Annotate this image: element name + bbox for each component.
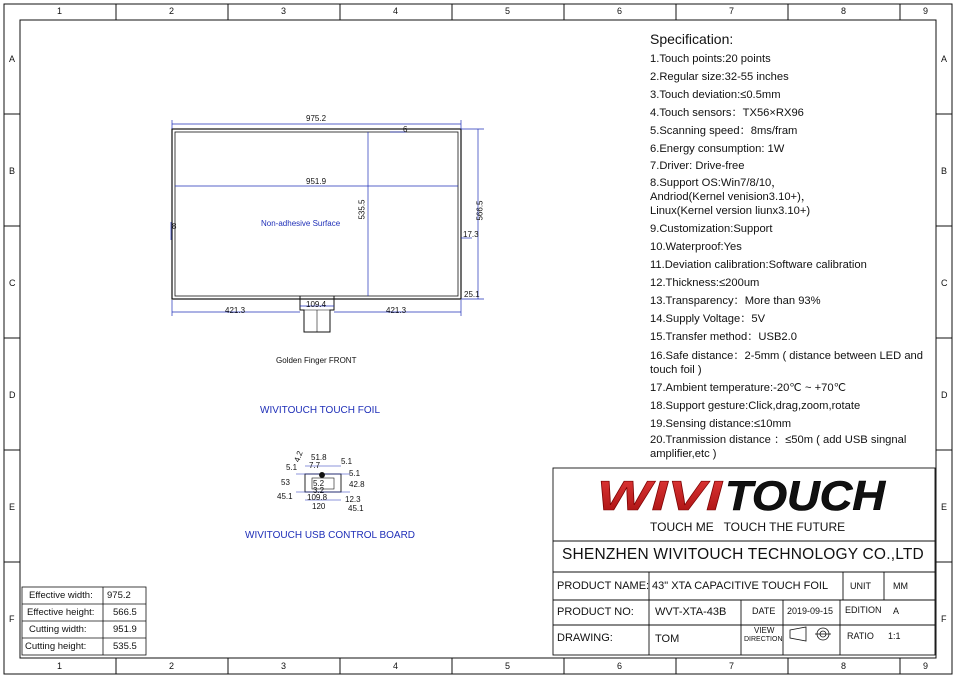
col-number-2-bottom: 2 <box>169 661 175 671</box>
col-number-7-bottom: 7 <box>729 661 735 671</box>
dim-bottom-offset: 25.1 <box>464 290 480 299</box>
col-number-8-bottom: 8 <box>841 661 847 671</box>
board-dim-5-1-a: 5.1 <box>286 463 298 472</box>
spec-title: Specification: <box>650 31 734 47</box>
row-letter-e-right: E <box>941 502 948 512</box>
spec-item: 3.Touch deviation:≤0.5mm <box>650 88 781 101</box>
dims-value-cutting-height: 535.5 <box>113 641 137 652</box>
col-number-2: 2 <box>169 6 175 16</box>
board-dim-51-8: 51.8 <box>311 453 327 462</box>
spec-item: 4.Touch sensors：TX56×RX96 <box>650 106 804 119</box>
spec-item: Andriod(Kernel venision3.10+)， <box>650 191 813 204</box>
spec-item: 17.Ambient temperature:-20℃ ~ +70℃ <box>650 381 847 394</box>
usb-board-title: WIVITOUCH USB CONTROL BOARD <box>245 530 416 541</box>
col-number-1-bottom: 1 <box>57 661 63 671</box>
board-dim-45-1-b: 45.1 <box>348 504 364 513</box>
view-label-1: VIEW <box>754 626 775 635</box>
spec-item: 10.Waterproof:Yes <box>650 241 742 254</box>
drawing-label: DRAWING: <box>557 632 613 644</box>
product-no-label: PRODUCT NO: <box>557 606 634 618</box>
company-name: SHENZHEN WIVITOUCH TECHNOLOGY CO.,LTD <box>562 546 924 563</box>
spec-item: 19.Sensing distance:≤10mm <box>650 417 792 430</box>
col-number-4: 4 <box>393 6 399 16</box>
col-number-6: 6 <box>617 6 623 16</box>
spec-item: 18.Support gesture:Click,drag,zoom,rotate <box>650 399 861 412</box>
row-letter-f-right: F <box>941 614 947 624</box>
spec-item: 13.Transparency：More than 93% <box>650 294 821 307</box>
spec-item: 2.Regular size:32-55 inches <box>650 70 789 83</box>
dim-inner-width: 951.9 <box>306 177 327 186</box>
spec-item: 11.Deviation calibration:Software calibration <box>650 259 867 272</box>
date-value: 2019-09-15 <box>787 606 834 616</box>
row-letter-b: B <box>9 166 16 176</box>
col-number-7: 7 <box>729 6 735 16</box>
product-name-label: PRODUCT NAME: <box>557 580 650 592</box>
dims-label-effective-height: Effective height: <box>27 607 95 618</box>
board-dim-7-7: 7.7 <box>309 461 321 470</box>
product-name-value: 43" XTA CAPACITIVE TOUCH FOIL <box>652 580 829 592</box>
svg-text:TOUCH: TOUCH <box>725 472 887 518</box>
spec-item: 12.Thickness:≤200um <box>650 277 760 290</box>
dim-inner-height: 535.5 <box>357 199 367 220</box>
dims-label-cutting-width: Cutting width: <box>29 624 87 635</box>
col-number-5-bottom: 5 <box>505 661 511 671</box>
row-letter-a: A <box>9 54 16 64</box>
row-letter-d-right: D <box>941 390 948 400</box>
row-letter-e: E <box>9 502 16 512</box>
col-number-4-bottom: 4 <box>393 661 399 671</box>
dims-value-effective-height: 566.5 <box>113 607 137 618</box>
dim-left-mark: 8 <box>172 222 177 231</box>
board-dim-45-1-a: 45.1 <box>277 492 293 501</box>
col-number-6-bottom: 6 <box>617 661 623 671</box>
edition-label: EDITION <box>845 605 882 615</box>
drawing-value: TOM <box>655 633 680 645</box>
ratio-label: RATIO <box>847 631 874 641</box>
board-dim-109-8: 109.8 <box>307 493 328 502</box>
row-letter-b-right: B <box>941 166 948 176</box>
spec-item: 14.Supply Voltage：5V <box>650 312 766 325</box>
surface-label: Non-adhesive Surface <box>261 219 341 228</box>
col-number-3-bottom: 3 <box>281 661 287 671</box>
dims-value-cutting-width: 951.9 <box>113 624 137 635</box>
board-dim-5-2: 5.2 <box>313 479 325 488</box>
dims-label-cutting-height: Cutting height: <box>25 641 87 652</box>
row-letter-c-right: C <box>941 278 948 288</box>
dim-top-gap: 6 <box>403 125 408 134</box>
dim-tail-width: 109.4 <box>306 300 327 309</box>
board-dim-5-1-b: 5.1 <box>341 457 353 466</box>
specification-panel <box>650 30 940 464</box>
dim-overall-width: 975.2 <box>306 114 327 123</box>
unit-label: UNIT <box>850 581 871 591</box>
unit-value: MM <box>893 581 908 591</box>
dim-overall-height: 566.5 <box>475 200 485 221</box>
spec-item: 1.Touch points:20 points <box>650 53 771 65</box>
dim-right-segment: 421.3 <box>386 306 407 315</box>
spec-item: 8.Support OS:Win7/8/10， <box>650 177 783 190</box>
edition-value: A <box>893 606 900 616</box>
board-dim-12-3: 12.3 <box>345 495 361 504</box>
touch-foil-title: WIVITOUCH TOUCH FOIL <box>260 405 381 416</box>
col-number-5: 5 <box>505 6 511 16</box>
row-letter-c: C <box>9 278 16 288</box>
spec-item: 5.Scanning speed：8ms/fram <box>650 124 798 137</box>
ratio-value: 1:1 <box>888 631 901 641</box>
dims-value-effective-width: 975.2 <box>107 590 131 601</box>
dim-left-segment: 421.3 <box>225 306 246 315</box>
board-dim-3-2: 3.2 <box>313 486 325 495</box>
dim-side-offset: 17.3 <box>463 230 479 239</box>
view-label-2: DIRECTION <box>744 636 783 643</box>
golden-finger-label: Golden Finger FRONT <box>276 356 357 365</box>
row-letter-a-right: A <box>941 54 948 64</box>
spec-item: 6.Energy consumption: 1W <box>650 142 785 155</box>
dims-label-effective-width: Effective width: <box>29 590 93 601</box>
board-dim-5-1-c: 5.1 <box>349 469 361 478</box>
col-number-9-bottom: 9 <box>923 661 929 671</box>
spec-item: 7.Driver: Drive-free <box>650 160 745 173</box>
wivitouch-logo <box>597 472 887 518</box>
col-number-1: 1 <box>57 6 63 16</box>
row-letter-f: F <box>9 614 15 624</box>
svg-text:WIVI: WIVI <box>597 472 724 518</box>
col-number-3: 3 <box>281 6 287 16</box>
spec-item: 15.Transfer method：USB2.0 <box>650 330 797 343</box>
board-dim-42-8: 42.8 <box>349 480 365 489</box>
spec-item: 9.Customization:Support <box>650 223 773 236</box>
dimension-lines <box>171 120 484 316</box>
col-number-9: 9 <box>923 6 929 16</box>
board-dim-53: 53 <box>281 478 290 487</box>
spec-item: 16.Safe distance：2-5mm ( distance between LED and touch foil ) <box>650 349 924 376</box>
spec-item: Linux(Kernel version liunx3.10+) <box>650 205 811 218</box>
slogan: TOUCH ME TOUCH THE FUTURE <box>650 520 846 534</box>
product-no-value: WVT-XTA-43B <box>655 606 727 618</box>
board-dim-120: 120 <box>312 502 326 511</box>
board-dim-4-2: 4.2 <box>292 449 305 464</box>
col-number-8: 8 <box>841 6 847 16</box>
row-letter-d: D <box>9 390 16 400</box>
view-direction-symbol <box>790 627 831 641</box>
date-label: DATE <box>752 606 776 616</box>
spec-item: 20.Tranmission distance ：≤50m ( add USB singnal amplifier,etc ) <box>650 434 907 461</box>
